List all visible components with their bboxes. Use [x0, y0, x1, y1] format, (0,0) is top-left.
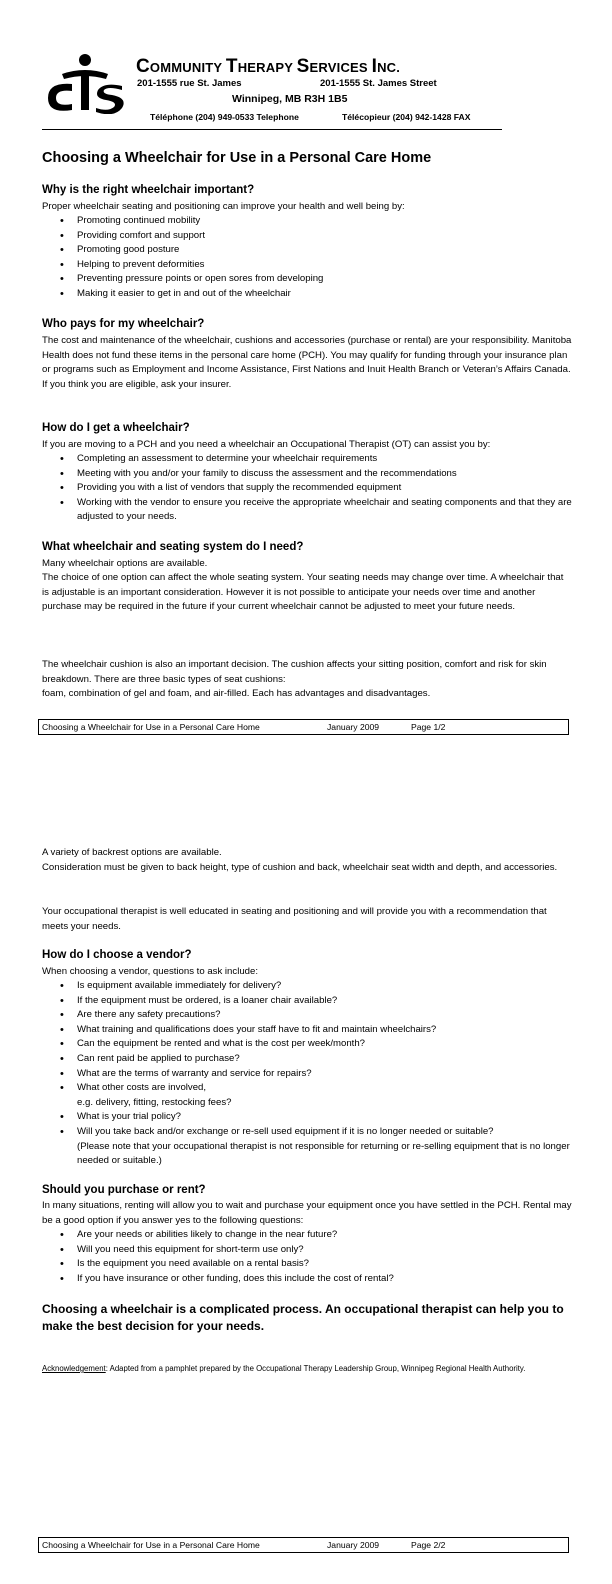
footer-date: January 2009 — [327, 1540, 380, 1550]
footer-page-number: Page 1/2 — [411, 722, 446, 732]
list-item: • Meeting with you and/or your family to discuss the assessment and the recommendations — [58, 467, 572, 482]
closing-statement: Choosing a wheelchair is a complicated process. An occupational therapist can help you to make the best decision for your needs. — [42, 1302, 564, 1333]
heading-choose-vendor: How do I choose a vendor? — [42, 949, 192, 961]
city-line: Winnipeg, MB R3H 1B5 — [232, 93, 348, 105]
what-system-para1: The choice of one option can affect the whole seating system. Your seating needs may change over time. A wheelchair that is adjustable is an important consideration. However it is not possible to anticipate your needs over time and another purchase may be required in the future if your current wheelchair cannot be adjusted to meet your future needs. — [42, 572, 564, 613]
heading-why-important: Why is the right wheelchair important? — [42, 184, 255, 196]
who-pays-text: The cost and maintenance of the wheelchair, cushions and accessories (purchase or rental) are your responsibility. Manitoba Health does not fund these items in the personal care home (PCH). You may qualify for funding through your insurance plan or programs such as Employment and Income Assistance, First Nations and Inuit Health Branch or Veteran’s Affairs Canada. If you think you are eligible, ask your insurer. — [42, 335, 572, 390]
page-footer — [38, 719, 569, 735]
heading-what-system: What wheelchair and seating system do I need? — [42, 541, 304, 553]
how-get-list — [58, 452, 572, 525]
footer-title: Choosing a Wheelchair for Use in a Personal Care Home — [42, 1540, 260, 1550]
fax: Télécopieur (204) 942-1428 FAX — [342, 112, 471, 122]
footer-page-number: Page 2/2 — [411, 1540, 446, 1550]
how-get-intro: If you are moving to a PCH and you need a wheelchair an Occupational Therapist (OT) can assist you by: — [42, 439, 491, 450]
vendor-intro: When choosing a vendor, questions to ask include: — [42, 966, 258, 977]
what-system-line1: Many wheelchair options are available. — [42, 558, 208, 569]
list-item: • What are the terms of warranty and service for repairs? — [58, 1067, 572, 1082]
heading-who-pays: Who pays for my wheelchair? — [42, 318, 205, 330]
why-list — [58, 214, 572, 302]
costs-example: e.g. delivery, fitting, restocking fees? — [77, 1096, 232, 1108]
backrest-line1: A variety of backrest options are available. — [42, 847, 222, 858]
list-item-text: What other costs are involved, — [77, 1082, 207, 1094]
list-item: • Completing an assessment to determine your wheelchair requirements — [58, 452, 572, 467]
list-item: • Promoting good posture — [58, 243, 572, 258]
page-title: Choosing a Wheelchair for Use in a Personal Care Home — [42, 150, 432, 166]
list-item: • Is the equipment you need available on a rental basis? — [58, 1257, 572, 1272]
cushion-para — [42, 658, 572, 702]
list-item — [58, 1125, 572, 1169]
list-item — [58, 1081, 572, 1110]
list-item: • Is equipment available immediately for delivery? — [58, 979, 572, 994]
list-item: • Making it easier to get in and out of the wheelchair — [58, 287, 572, 302]
list-item: • Will you need this equipment for short-term use only? — [58, 1243, 572, 1258]
heading-purchase-rent: Should you purchase or rent? — [42, 1184, 206, 1196]
footer-date: January 2009 — [327, 722, 380, 732]
footer-title: Choosing a Wheelchair for Use in a Personal Care Home — [42, 722, 260, 732]
company-name: COMMUNITY THERAPY SERVICES INC. — [136, 56, 401, 77]
heading-how-get: How do I get a wheelchair? — [42, 422, 190, 434]
ot-recommendation: Your occupational therapist is well educated in seating and positioning and will provide you with a recommendation that meets your needs. — [42, 906, 547, 932]
list-item: • Promoting continued mobility — [58, 214, 572, 229]
list-item: • Providing you with a list of vendors that supply the recommended equipment — [58, 481, 572, 496]
acknowledgement-label: Acknowledgement — [42, 1364, 106, 1373]
page-2 — [0, 792, 612, 1584]
list-item: • Are there any safety precautions? — [58, 1008, 572, 1023]
rental-questions-list — [58, 1228, 572, 1286]
cushion-text: The wheelchair cushion is also an important decision. The cushion affects your sitting position, comfort and risk for skin breakdown. There are three basic types of seat cushions: — [42, 659, 547, 685]
list-item: • If the equipment must be ordered, is a loaner chair available? — [58, 994, 572, 1009]
cts-logo — [42, 52, 128, 114]
backrest-para — [42, 846, 572, 875]
address-french: 201-1555 rue St. James — [137, 78, 242, 89]
list-item: • Are your needs or abilities likely to change in the near future? — [58, 1228, 572, 1243]
cushion-types: foam, combination of gel and foam, and air-filled. Each has advantages and disadvantages. — [42, 688, 431, 700]
list-item: • Can rent paid be applied to purchase? — [58, 1052, 572, 1067]
letterhead-divider — [42, 129, 502, 130]
list-item: • Preventing pressure points or open sores from developing — [58, 272, 572, 287]
purchase-rent-intro: In many situations, renting will allow you to wait and purchase your equipment once you have settled in the PCH. Rental may be a good option if you answer yes to the following questions: — [42, 1200, 572, 1226]
list-item: • If you have insurance or other funding, does this include the cost of rental? — [58, 1272, 572, 1287]
list-item: • Helping to prevent deformities — [58, 258, 572, 273]
list-item: • What training and qualifications does your staff have to fit and maintain wheelchairs? — [58, 1023, 572, 1038]
vendor-note: (Please note that your occupational therapist is not responsible for returning or re-selling equipment that is no longer needed or suitable.) — [77, 1140, 570, 1167]
address-english: 201-1555 St. James Street — [320, 78, 437, 89]
vendor-questions-list — [58, 979, 572, 1169]
acknowledgement — [42, 1363, 562, 1374]
list-item: • Providing comfort and support — [58, 229, 572, 244]
list-item: • Working with the vendor to ensure you receive the appropriate wheelchair and seating components and that they are adjusted to your needs. — [58, 496, 572, 525]
why-intro: Proper wheelchair seating and positioning can improve your health and well being by: — [42, 201, 405, 212]
acknowledgement-text: : Adapted from a pamphlet prepared by the Occupational Therapy Leadership Group, Winnipeg Regional Health Authority. — [105, 1364, 526, 1373]
list-item-text: Will you take back and/or exchange or re-sell used equipment if it is no longer needed or suitable? — [77, 1125, 494, 1137]
backrest-line2: Consideration must be given to back height, type of cushion and back, wheelchair seat width and depth, and accessories. — [42, 861, 558, 873]
list-item: • Can the equipment be rented and what is the cost per week/month? — [58, 1037, 572, 1052]
page-footer — [38, 1537, 569, 1553]
list-item: • What is your trial policy? — [58, 1110, 572, 1125]
telephone: Téléphone (204) 949-0533 Telephone — [150, 112, 299, 122]
